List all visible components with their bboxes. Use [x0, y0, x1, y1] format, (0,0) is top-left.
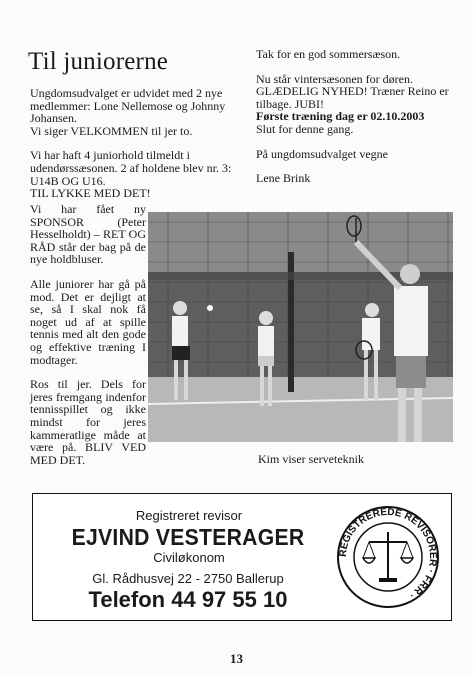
left-column-top [30, 87, 240, 212]
paragraph-juniors: Alle juniorer har gå på mod. Det er dejligt at se, så I skal nok få noget ud af at spille tennis med alt den gode og effektive træning I modtager. [30, 276, 146, 367]
right-column [256, 48, 452, 197]
advertisement-box [32, 493, 452, 621]
paragraph-signoff: På ungdomsudvalget vegne [256, 146, 388, 161]
paragraph-thanks: Tak for en god sommersæson. [256, 47, 401, 61]
paragraph-text: Ungdomsudvalget er udvidet med 2 nye medlemmer: Lone Nellemose og Johnny Johansen. [30, 86, 226, 126]
article-title: Til juniorerne [28, 48, 169, 75]
seal-text: REGISTREREDE REVISORER · FRR · [337, 506, 439, 601]
author-name: Lene Brink [256, 171, 311, 186]
accountant-seal-icon [333, 502, 443, 612]
paragraph-text: Slut for denne gang. [256, 121, 354, 136]
paragraph-teams [30, 149, 240, 199]
ad-name: EJVIND VESTERAGER [71, 524, 305, 550]
paragraph-text: Vi har haft 4 juniorhold tilmeldt i udendørssæsonen. 2 af holdene blev nr. 3: U14B OG U16. [30, 148, 232, 188]
paragraph-winter [256, 73, 452, 136]
first-training-date: Første træning dag er 02.10.2003 [256, 109, 425, 124]
tennis-photo [148, 212, 453, 442]
ad-profession: Registreret revisor [135, 508, 243, 523]
paragraph-text: Vi siger VELKOMMEN til jer to. [30, 123, 193, 138]
paragraph-text: TIL LYKKE MED DET! [30, 186, 151, 201]
paragraph-sponsor: Vi har fået ny SPONSOR (Peter Hesselholdt) – RET OG RÅD står der bag på de nye holdbluser. [30, 202, 146, 267]
page-number: 13 [230, 651, 243, 666]
tennis-training-image [148, 212, 453, 442]
ad-phone: Telefon 44 97 55 10 [88, 587, 288, 612]
ad-address: Gl. Rådhusvej 22 - 2750 Ballerup [92, 571, 284, 586]
photo-caption: Kim viser serveteknik [258, 452, 364, 466]
ad-title: Civiløkonom [153, 550, 225, 565]
paragraph-text: Nu står vintersæsonen for døren. GLÆDELIG NYHED! Træner Reino er tilbage. JUBI! [256, 71, 449, 111]
paragraph-praise: Ros til jer. Dels for jeres fremgang indenfor tennisspillet og ikke mindst for jeres kammeratlige måde at være på. BLIV VED MED DET. [30, 377, 146, 467]
paragraph-new-members [30, 87, 240, 137]
left-column-wrap [30, 203, 146, 478]
